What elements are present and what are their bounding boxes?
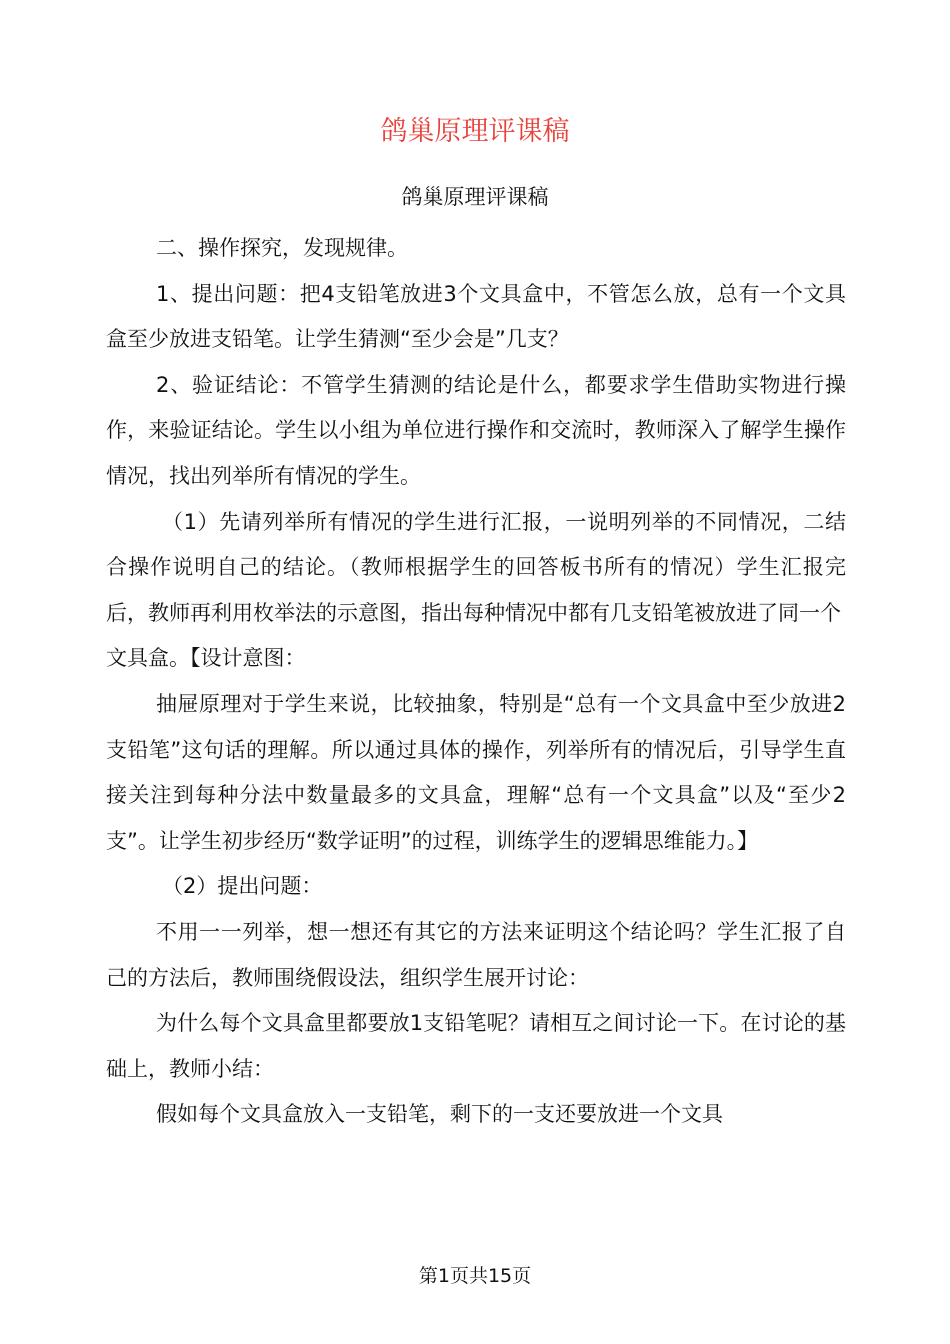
paragraph-4: 文具盒。【设计意图： — [106, 646, 306, 671]
document-title: 鸽巢原理评课稿 — [380, 116, 570, 147]
document-body — [106, 226, 846, 1138]
paragraph-3: （1）先请列举所有情况的学生进行汇报，一说明列举的不同情况，二结合操作说明自己的结论。（教师根据学生的回答板书所有的情况）学生汇报完后，教师再利用枚举法的示意图，指出每种情况中都有几支铅笔被放进了同一个 — [106, 509, 846, 625]
paragraph-8: 为什么每个文具盒里都要放1支铅笔呢？请相互之间讨论一下。在讨论的基础上，教师小结： — [106, 1011, 846, 1081]
section-heading: 二、操作探究，发现规律。 — [156, 236, 408, 260]
paragraph-6: （2）提出问题： — [162, 874, 323, 899]
paragraph-5: 抽屉原理对于学生来说，比较抽象，特别是“总有一个文具盒中至少放进2支铅笔”这句话的理解。所以通过具体的操作，列举所有的情况后，引导学生直接关注到每种分法中数量最多的文具盒，理解“总有一个文具盒”以及“至少2支”。让学生初步经历“数学证明”的过程，训练学生的逻辑思维能力。】 — [106, 691, 846, 853]
paragraph-2: 2、验证结论：不管学生猜测的结论是什么，都要求学生借助实物进行操作，来验证结论。学生以小组为单位进行操作和交流时，教师深入了解学生操作情况，找出列举所有情况的学生。 — [106, 372, 846, 488]
paragraph-1: 1、提出问题：把4支铅笔放进3个文具盒中，不管怎么放，总有一个文具盒至少放进支铅笔。让学生猜测“至少会是”几支？ — [106, 281, 846, 352]
document-subtitle: 鸽巢原理评课稿 — [401, 185, 549, 209]
paragraph-9: 假如每个文具盒放入一支铅笔，剩下的一支还要放进一个文具 — [156, 1102, 723, 1127]
page-footer: 第1页共15页 — [418, 1265, 532, 1287]
paragraph-7: 不用一一列举，想一想还有其它的方法来证明这个结论吗？学生汇报了自己的方法后，教师围绕假设法，组织学生展开讨论： — [106, 919, 846, 990]
